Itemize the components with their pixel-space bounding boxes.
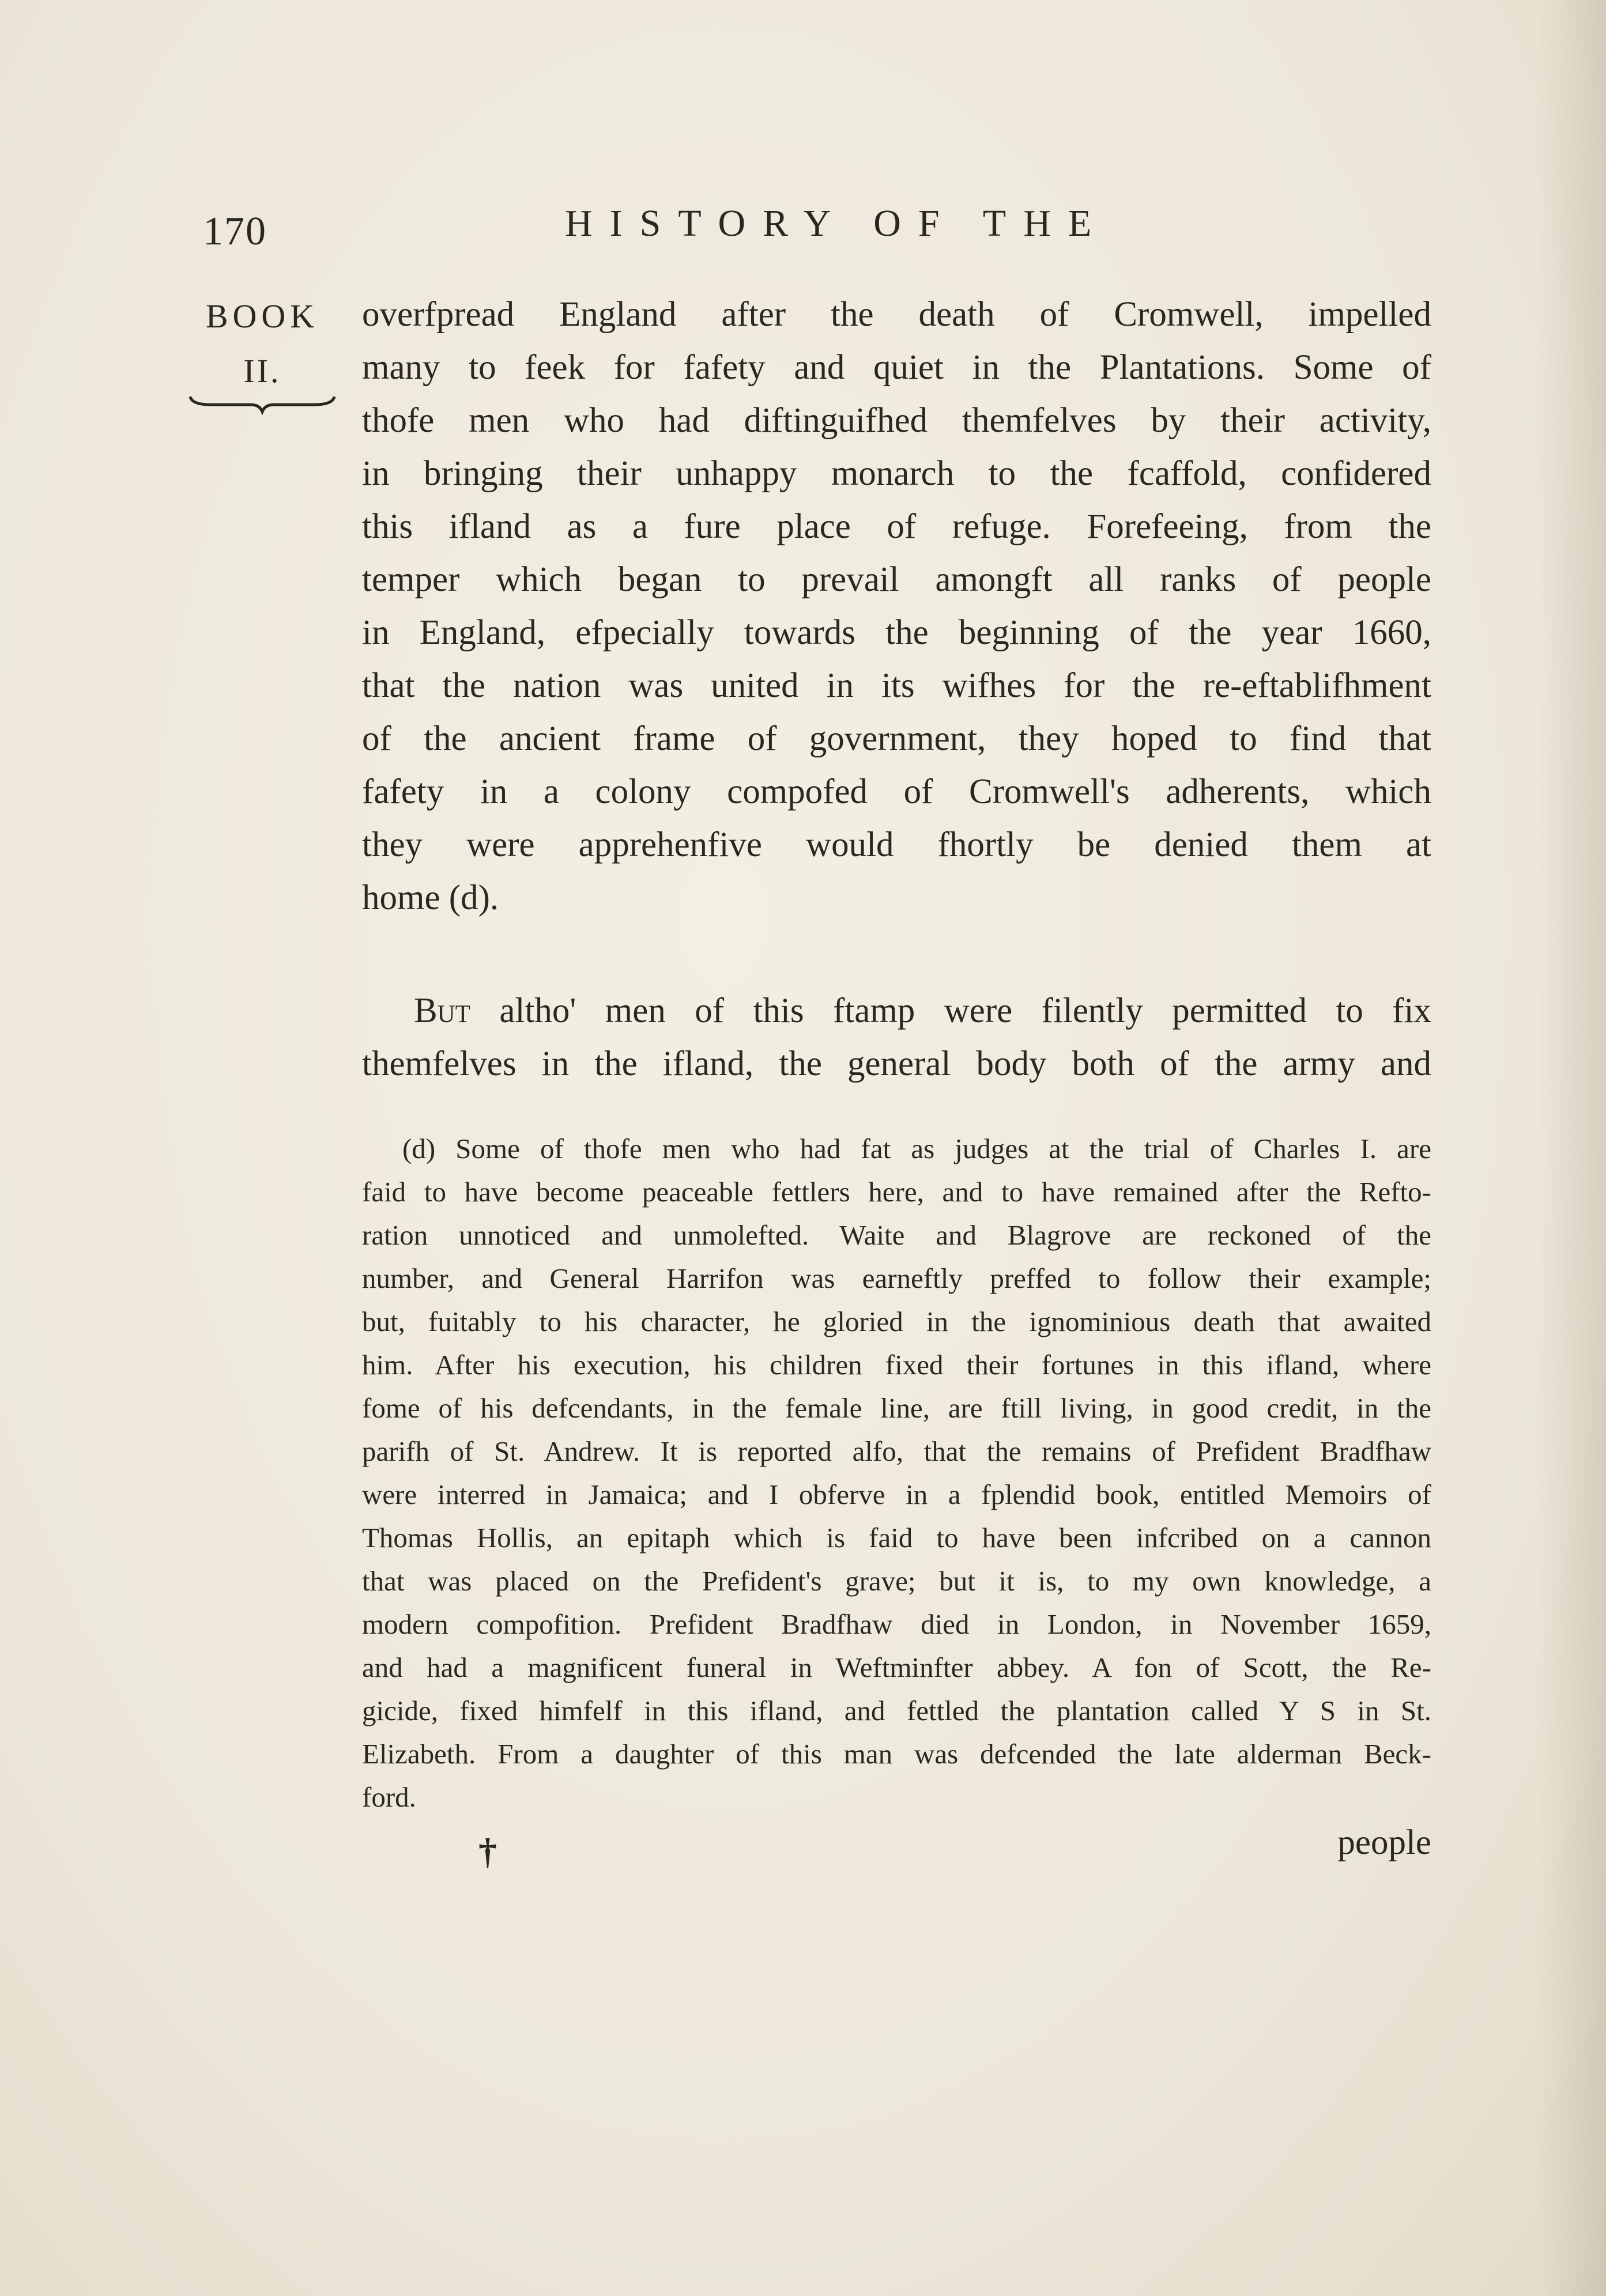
page-number: 170 <box>203 209 267 254</box>
curly-brace-icon <box>187 392 337 415</box>
side-note-number: II. <box>243 352 281 390</box>
text-line: in bringing their unhappy monarch to the fcaffold, confidered <box>362 454 1431 493</box>
paragraph-lead-word: But <box>414 991 471 1030</box>
text-line: overfpread England after the death of Cromwell, impelled <box>362 295 1431 334</box>
text-line <box>362 985 1431 1038</box>
footnote-line: fome of his defcendants, in the female line, are ftill living, in good credit, in the <box>362 1392 1431 1424</box>
text-line: they were apprehenfive would fhortly be denied them at <box>362 825 1431 864</box>
text-line: that the nation was united in its wifhes for the re-eftablifhment <box>362 666 1431 705</box>
text-line: thofe men who had diftinguifhed themfelves by their activity, <box>362 401 1431 440</box>
text-line: in England, efpecially towards the beginning of the year 1660, <box>362 613 1431 652</box>
footnote-line: ration unnoticed and unmolefted. Waite and Blagrove are reckoned of the <box>362 1219 1431 1251</box>
footnote-line: modern compofition. Prefident Bradfhaw died in London, in November 1659, <box>362 1608 1431 1640</box>
footnote-line: but, fuitably to his character, he gloried in the ignominious death that awaited <box>362 1306 1431 1337</box>
catchword: people <box>1337 1823 1431 1862</box>
footnote-line: Elizabeth. From a daughter of this man was defcended the late alderman Beck- <box>362 1738 1431 1770</box>
paragraph-1 <box>362 288 1431 925</box>
footnote-line: gicide, fixed himfelf in this ifland, and fettled the plantation called Y S in St. <box>362 1695 1431 1726</box>
running-head: HISTORY OF THE <box>565 202 1109 244</box>
text-line-rest: altho' men of this ftamp were filently permitted to fix <box>470 991 1431 1030</box>
footnote-line: (d) Some of thofe men who had fat as judges at the trial of Charles I. are <box>402 1133 1431 1164</box>
footnote-d <box>362 1127 1431 1819</box>
footnote-line: number, and General Harrifon was earneftly preffed to follow their example; <box>362 1262 1431 1294</box>
footnote-line: that was placed on the Prefident's grave; but it is, to my own knowledge, a <box>362 1565 1431 1597</box>
paragraph-2 <box>362 985 1431 1091</box>
footnote-line: faid to have become peaceable fettlers here, and to have remained after the Refto- <box>362 1176 1431 1208</box>
text-line: of the ancient frame of government, they hoped to find that <box>362 719 1431 758</box>
text-line: home (d). <box>362 879 499 917</box>
text-line: temper which began to prevail amongft all ranks of people <box>362 560 1431 599</box>
text-line: fafety in a colony compofed of Cromwell's adherents, which <box>362 772 1431 811</box>
footnote-line: and had a magnificent funeral in Weftminfter abbey. A fon of Scott, the Re- <box>362 1652 1431 1683</box>
text-line: this ifland as a fure place of refuge. Forefeeing, from the <box>362 507 1431 546</box>
footnote-line: him. After his execution, his children fixed their fortunes in this ifland, where <box>362 1349 1431 1381</box>
dagger-signature-mark: † <box>478 1831 497 1872</box>
footnote-line: parifh of St. Andrew. It is reported alfo, that the remains of Prefident Bradfhaw <box>362 1435 1431 1467</box>
footnote-line: were interred in Jamaica; and I obferve in a fplendid book, entitled Memoirs of <box>362 1479 1431 1510</box>
side-note-book: BOOK <box>205 297 319 335</box>
text-line: themfelves in the ifland, the general body both of the army and <box>362 1045 1431 1083</box>
page-gutter-shadow <box>1537 0 1606 2296</box>
footnote-line: ford. <box>362 1781 416 1813</box>
footnote-line: Thomas Hollis, an epitaph which is faid to have been infcribed on a cannon <box>362 1522 1431 1554</box>
text-line: many to feek for fafety and quiet in the Plantations. Some of <box>362 348 1431 387</box>
